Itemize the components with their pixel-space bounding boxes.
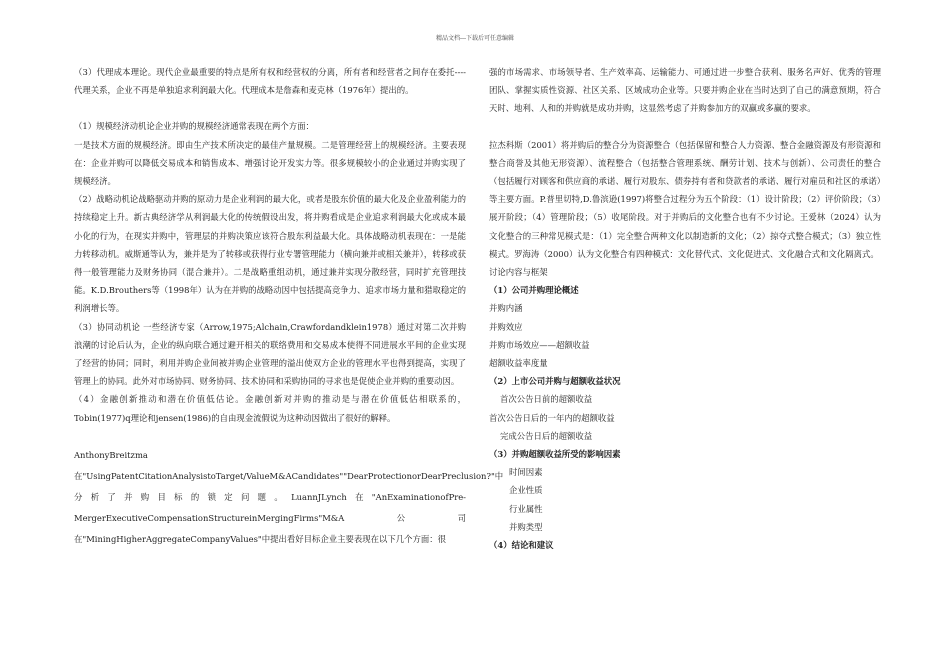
outline-section-3: （3）并购超额收益所受的影响因素 (489, 449, 621, 460)
paragraph-agency-cost: （3）代理成本理论。现代企业最重要的特点是所有权和经营权的分离，所有者和经营者之间存在委托----代理关系，企业不再是单独追求利润最大化。代理成本是詹森和麦克林（1976年）提出的。 (74, 67, 466, 96)
outline-item: 并购效应 (489, 321, 523, 332)
paragraph-integration: 拉杰科斯（2001）将并购后的整合分为资源整合（包括保留和整合人力资源、整合金融资源及有形资源和整合商誉及其他无形资源）、流程整合（包括整合管理系统、酬劳计划、技术与创新）、公司责任的整合（包括履行对顾客和供应商的承诺、履行对股东、债券持有者和贷款者的承诺、履行对雇员和社区的承诺）等主要方面。P.普里切特,D.鲁滨逊(1997)将整合过程分为五个阶段：（1）设计阶段；（2）评价阶段；（3）展开阶段；（4）管理阶段；（5）收尾阶段。对于并购后的文化整合也有不少讨论。王爱林（2024）认为文化整合的三种常见模式是：（1）完全整合两种文化以制造新的文化；（2）掠夺式整合模式；（3）独立性模式。罗海涛（2000）认为文化整合有四种模式：文化替代式、文化促进式、文化融合式和文化隔离式。 (489, 139, 881, 259)
left-column (74, 63, 504, 550)
paragraph-financial-innovation: （4）金融创新推动和潜在价值低估论。金融创新对并购的推动是与潜在价值低估相联系的，Tobin(1977)q理论和jensen(1986)的自由现金流假说为这种动因做出了很好的解释。 (74, 394, 466, 423)
outline-section-2: （2）上市公司并购与超额收益状况 (489, 376, 621, 387)
outline-item: 超额收益率度量 (489, 358, 548, 369)
paragraph-scale-economy: 一是技术方面的规模经济。即由生产技术所决定的最佳产量规模。二是管理经营上的规模经济。主要表现在：企业并购可以降低交易成本和销售成本、增强讨论开发实力等。很多规模较小的企业通过并购实现了规模经济。 (74, 139, 466, 187)
paragraph-target-selection: AnthonyBreitzma在"UsingPatentCitationAnalysistoTarget/ValueM&ACandidates""DearProtectionorDearPreclusion?"中分析了并购目标的锁定问题。LuannJLynch在"AnExaminationofPre-MergerExecutiveCompensationStructureinMergingFirms"M&A公司在"MiningHigherAggregateCompanyValues"中提出看好目标企业主要表现在以下几个方面：很 (74, 449, 504, 544)
paragraph-scale-economy-title: （1）规模经济动机论企业并购的规模经济通常表现在两个方面： (74, 121, 314, 132)
outline-item: 企业性质 (509, 485, 543, 496)
outline-section-4: （4）结论和建议 (489, 540, 554, 551)
right-column (489, 63, 881, 554)
outline-section-1: （1）公司并购理论概述 (489, 285, 579, 296)
outline-item: 行业属性 (509, 503, 543, 514)
paragraph-synergy-motive: （3）协同动机论 一些经济专家（Arrow,1975;Alchain,Crawfordandklein1978）通过对第二次并购浪潮的讨论后认为，企业的纵向联合通过避开相关的联络费用和交易成本使得不同进展水平间的企业实现了经营的协同；同时，利用并购企业间被并购企业管理的溢出使双方企业的管理水平也得到提高，实现了管理上的协同。此外对市场协同、财务协同、技术协同和采购协同的寻求也是促使企业并购的重要动因。 (74, 321, 466, 387)
paragraph-target-features: 强的市场需求、市场领导者、生产效率高、运输能力、可通过进一步整合获利、服务名声好、优秀的管理团队、掌握实质性资源、社区关系、区域成功企业等。只要并购企业在当时达到了自己的满意预期，符合天时、地利、人和的并购就是成功并购，这显然考虑了并购参加方的双赢或多赢的要求。 (489, 67, 881, 114)
paragraph-strategy-motive: （2）战略动机论战略驱动并购的原动力是企业利润的最大化，或者是股东价值的最大化及企业盈利能力的持续稳定上升。新古典经济学从利润最大化的传统假设出发，将并购看成是企业追求利润最大化或成本最小化的行为，在现实并购中，管理层的并购决策应该符合股东利益最大化。具体战略动机表现在：一是能力转移动机。威斯通等认为，兼并是为了转移或获得行业专署管理能力（横向兼并或相关兼并），转移或获得一般管理能力及财务协同（混合兼并）。二是战略重组动机，通过兼并实现分散经营，同时扩充管理技能。K.D.Brouthers等（1998年）认为在并购的战略动因中包括提高竞争力、追求市场力量和猎取稳定的利润增长等。 (74, 194, 466, 314)
outline-title: 讨论内容与框架 (489, 267, 548, 278)
outline-item: 完成公告日后的超额收益 (500, 430, 593, 441)
outline-item: 并购类型 (509, 521, 543, 532)
outline-item: 并购内涵 (489, 303, 523, 314)
outline-item: 时间因素 (509, 467, 543, 478)
page-header: 精品文档---下载后可任意编辑 (435, 35, 515, 42)
outline-item: 并购市场效应——超额收益 (489, 339, 590, 350)
outline-item: 首次公告日前的超额收益 (500, 394, 593, 405)
outline-item: 首次公告日后的一年内的超额收益 (489, 412, 615, 423)
